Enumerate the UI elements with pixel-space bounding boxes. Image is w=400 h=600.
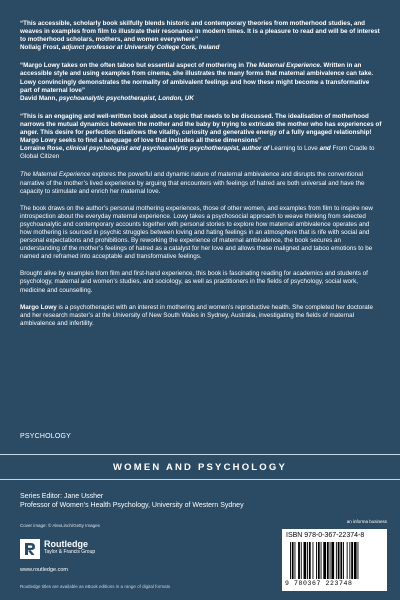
series-name: WOMEN AND PSYCHOLOGY	[112, 461, 287, 473]
quote-attribution	[20, 44, 382, 52]
quote-works-joiner: and	[319, 145, 331, 153]
barcode-bar	[331, 542, 334, 579]
author-name: Margo Lowy	[20, 303, 57, 311]
quote-author: Lorraine Rose,	[20, 145, 65, 153]
author-bio	[20, 304, 382, 328]
barcode-bar	[307, 542, 308, 579]
quote-role: clinical psychologist and psychoanalytic psychotherapist, author of	[65, 145, 270, 153]
series-editor-name: Series Editor: Jane Ussher	[20, 493, 104, 500]
barcode-bar	[327, 542, 329, 579]
barcode-bar	[290, 542, 291, 579]
series-editor-title: Professor of Women’s Health Psychology, University of Western Sydney	[20, 502, 244, 509]
barcode-graphic	[290, 542, 380, 579]
publisher-website[interactable]: www.routledge.com	[20, 567, 68, 573]
quote-work: From Cradle to Global Citizen	[20, 145, 375, 161]
barcode-bar	[330, 542, 331, 579]
barcode-bar	[309, 542, 311, 579]
publisher-name: Routledge	[44, 539, 88, 549]
barcode-bar	[295, 542, 296, 579]
ebook-note: Routledge titles are available as eBook editions in a range of digital formats	[20, 584, 171, 589]
quote-text: “This accessible, scholarly book skilfully blends historic and contemporary theories from motherhood studies, and weaves in examples from film to illustrate their resonance in modern times. It is a pleasure to read and will be of interest to motherhood scholars, mothers, and women everywhere”	[20, 20, 380, 44]
quote-attribution	[20, 145, 382, 161]
quote-author: David Mann,	[20, 94, 58, 102]
quote-work: Learning to Love	[270, 145, 318, 153]
subject-category: PSYCHOLOGY	[20, 433, 72, 440]
book-title-inline: The Maternal Experience	[20, 171, 91, 179]
back-cover-text	[20, 20, 382, 337]
barcode-bar	[292, 542, 294, 579]
barcode-bar	[316, 542, 317, 579]
author-bio-text: is a psychotherapist with an interest in mothering and women’s reproductive health. She completed her doctorate and her research master’s at the University of New South Wales in Sydney, Australia, investigating the fields of maternal ambivalence and infertility.	[20, 303, 374, 327]
informa-note: an informa business	[346, 519, 387, 524]
quote-role: psychoanalytic psychotherapist, London, UK	[58, 94, 194, 102]
quote-text: “This is an engaging and well-written book about a topic that needs to be discussed. The idealisation of motherhood narrows the mutual dynamics between the mother and the baby by trying to extricate the mother who has experiences of anger. This desire for perfection disallows the vitality, curiosity and generative energy of a fully engaged relationship! Margo Lowy seeks to find a language of love that includes all these dimensions”	[20, 112, 382, 145]
publisher-name-block	[44, 539, 95, 555]
series-banner	[0, 454, 400, 480]
quote-text-after: . Written in an accessible style and using examples from cinema, she illustrates the many forms that maternal ambivalence can take. Lowy convincingly demonstrates the normality of ambivalent feelings and how these might become a transformative part of maternal love”	[20, 62, 374, 94]
quote-text-before: “Margo Lowy takes on the often taboo but essential aspect of mothering in	[20, 62, 246, 70]
barcode-bar	[321, 542, 322, 579]
quote-author: Nollaig Frost,	[20, 44, 61, 52]
barcode-bar	[351, 542, 353, 579]
barcode-bar	[298, 542, 300, 579]
barcode-bar	[323, 542, 326, 579]
description-paragraph	[20, 171, 382, 195]
publisher-logo	[20, 539, 95, 559]
cover-image-credit: Cover image: © AlexLinch/Getty Images	[20, 523, 100, 528]
endorsement-quote	[20, 20, 382, 52]
barcode-bar	[343, 542, 344, 579]
isbn-number: ISBN 978-0-367-22374-8	[286, 532, 365, 539]
barcode-bar	[318, 542, 320, 579]
barcode-bar	[340, 542, 342, 579]
paragraph-text: explores the powerful and dynamic nature of maternal ambivalence and disrupts the conventional narrative of the mother’s lived experience by arguing that encounters with feelings of hatred are both universal and have the capacity to stimulate and enrich her maternal love.	[20, 171, 365, 195]
endorsement-quote	[20, 62, 382, 102]
quote-attribution	[20, 95, 382, 103]
endorsement-quote	[20, 113, 382, 162]
barcode-bar	[336, 542, 337, 579]
quote-book-title: The Maternal Experience	[245, 62, 320, 70]
routledge-logo-icon	[20, 539, 40, 559]
quote-role: adjunct professor at University College Cork, Ireland	[61, 44, 220, 52]
isbn-barcode-block	[282, 519, 387, 593]
barcode-bar	[338, 542, 340, 579]
barcode-bar	[301, 542, 302, 579]
publisher-subtitle: Taylor & Francis Group	[44, 549, 96, 555]
description-paragraph: The book draws on the author’s personal mothering experiences, those of other women, and examples from film to inspire new introspection about the everyday maternal experience. Lowy takes a psychosocial approach to weave thinking from selected psychoanalytic and contemporary accounts together with personal stories to explore how maternal ambivalence operates and how mothering is sourced in psychic struggles between loving and hating feelings in an atmosphere that is rife with social and personal expectations and prohibitions. By reworking the experience of maternal ambivalence, the book secures an understanding of the mother’s feelings of hatred as a catalyst for her love and allows these maligned and taboo emotions to be named and reframed into acceptable and transformative feelings.	[20, 204, 373, 261]
barcode-bar	[347, 542, 348, 579]
quote-text	[20, 62, 373, 93]
barcode-bar	[354, 542, 357, 579]
description-paragraph: Brought alive by examples from film and first-hand experience, this book is fascinating reading for academics and students of psychology, maternal and women’s studies, and sociology, as well as practitioners in the fields of psychology, social work, medicine and counselling.	[20, 270, 368, 294]
barcode-bar	[313, 542, 314, 579]
series-editor	[20, 492, 244, 510]
barcode-bar	[349, 542, 350, 579]
barcode-digits: 9 780367 223748	[285, 580, 353, 587]
barcode-panel	[282, 529, 387, 591]
barcode-bar	[358, 542, 359, 579]
barcode-bar	[304, 542, 307, 579]
